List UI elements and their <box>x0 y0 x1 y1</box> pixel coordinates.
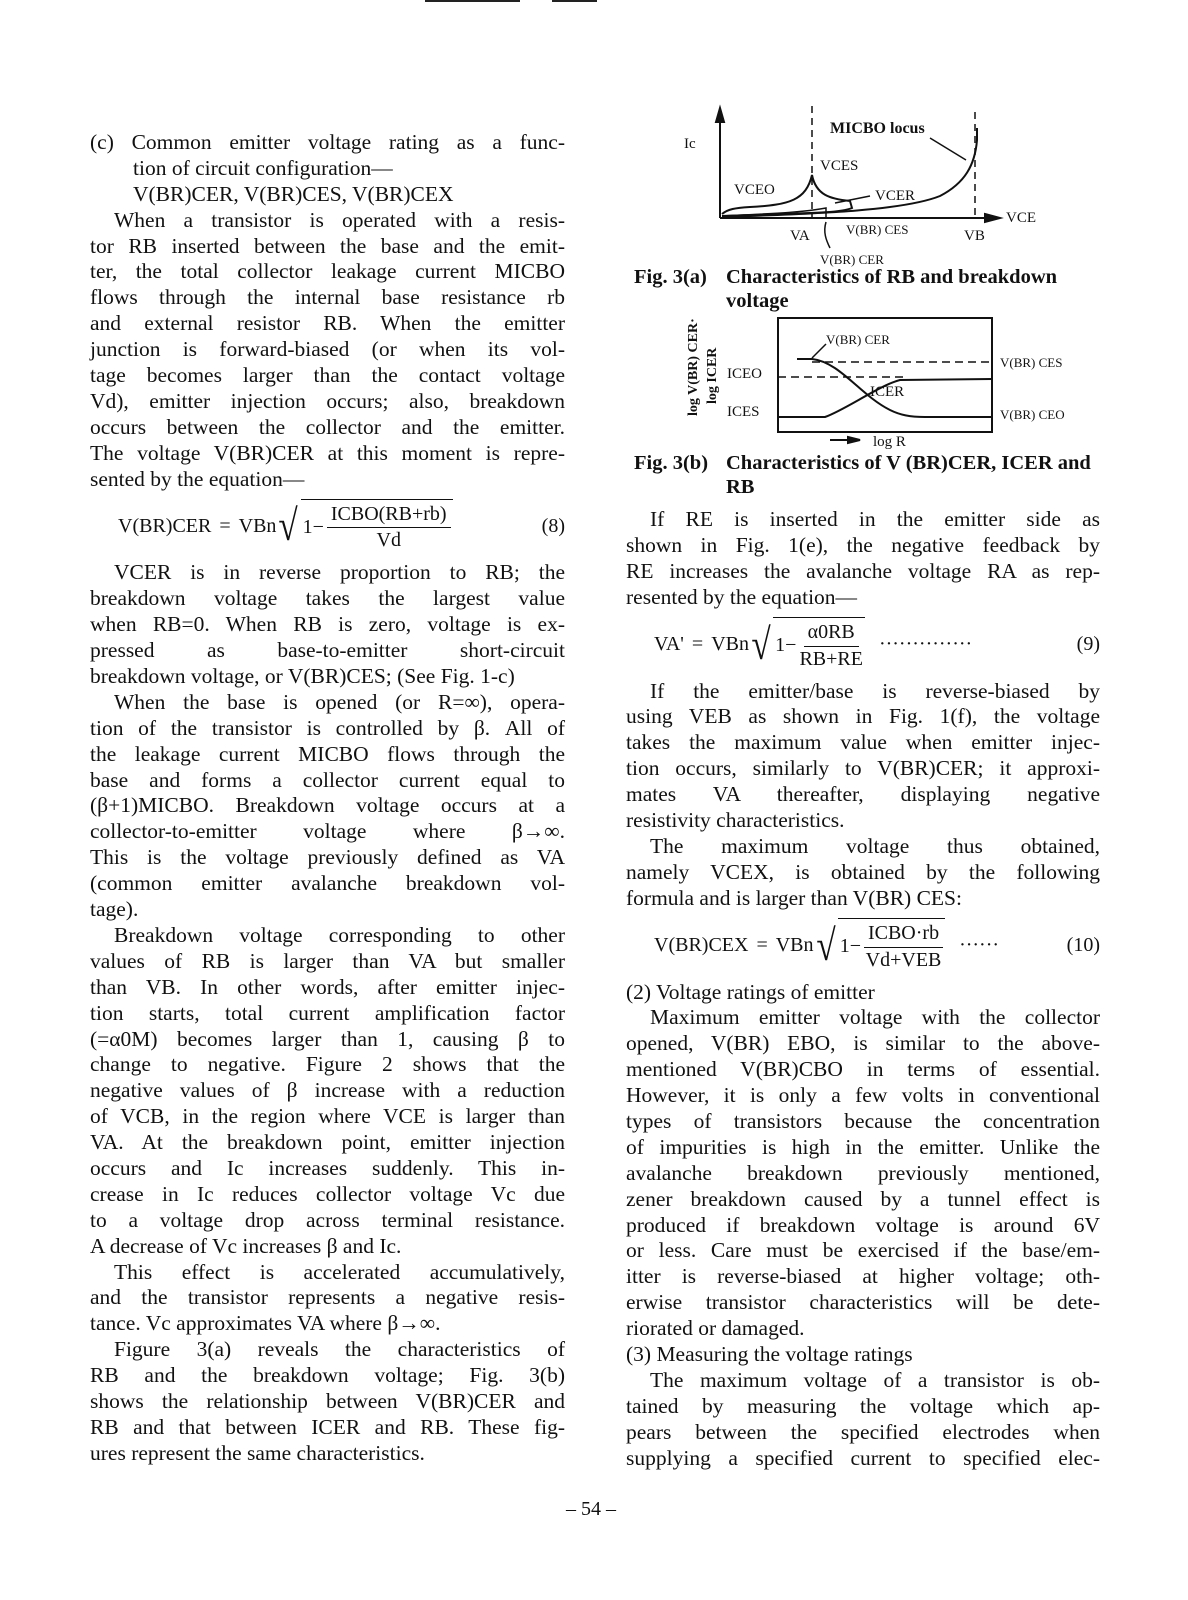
caption-label: Fig. 3(a) <box>634 266 707 288</box>
text-line: takes the maximum value when emitter injec- <box>626 730 1100 755</box>
text-line: resistivity characteristics. <box>626 808 845 833</box>
radicand <box>838 918 945 974</box>
fraction <box>327 502 451 555</box>
text-line: Vd), emitter injection occurs; also, breakdown <box>90 388 565 413</box>
label-vceo: VCEO <box>734 182 775 198</box>
label-ic: Ic <box>684 136 696 152</box>
text-line: The maximum voltage of a transistor is ob- <box>650 1367 1100 1392</box>
radical-sign: √ <box>751 619 771 669</box>
square-root <box>749 617 865 673</box>
text-line: and the transistor represents a negative resis- <box>90 1285 565 1310</box>
vbr-cer-pointer <box>812 344 826 358</box>
text-line: shows the relationship between V(BR)CER and <box>90 1388 565 1413</box>
text-line: base and forms a collector current equal to <box>90 767 565 792</box>
vbr-cer-pointer <box>825 222 830 248</box>
equation-eq8 <box>90 496 565 556</box>
text-line: tained by measuring the voltage which ap- <box>626 1393 1100 1418</box>
eq-numerator: α0RB <box>804 620 859 647</box>
text-line: RB and that between ICER and RB. These fig- <box>90 1414 565 1439</box>
label-x-axis: log R <box>873 434 906 450</box>
y-axis-arrow <box>716 108 724 122</box>
text-line: resented by the equation— <box>626 584 858 609</box>
label-vcer: VCER <box>875 188 916 204</box>
text-line: Breakdown voltage corresponding to other <box>114 922 565 947</box>
caption-line: Characteristics of V (BR)CER, ICER and <box>726 452 1091 474</box>
label-vbr-cer: V(BR) CER <box>820 252 884 267</box>
text-line: This effect is accelerated accumulatively, <box>114 1259 565 1284</box>
eq-one-minus: 1− <box>302 516 324 539</box>
square-root <box>276 499 452 555</box>
right-column <box>626 507 1100 1472</box>
text-line: zener breakdown caused by a tunnel effect is <box>626 1186 1100 1211</box>
text-line: sented by the equation— <box>90 466 305 491</box>
eq-one-minus: 1− <box>775 634 797 657</box>
text-line: When the base is opened (or R=∞), opera- <box>114 689 565 714</box>
text-line: types of transistors because the concentration <box>626 1109 1100 1134</box>
text-line: values of RB is larger than VA but smaller <box>90 948 565 973</box>
text-line: (β+1)MICBO. Breakdown voltage occurs at a <box>90 793 565 818</box>
text-line: Figure 3(a) reveals the characteristics of <box>114 1337 565 1362</box>
text-line: (common emitter avalanche breakdown vol- <box>90 871 565 896</box>
eq-lhs: V(BR)CEX <box>654 933 749 956</box>
text-line: (2) Voltage ratings of emitter <box>626 979 875 1004</box>
text-line: pears between the specified electrodes when <box>626 1419 1100 1444</box>
text-line: the leakage current MICBO flows through the <box>90 741 565 766</box>
text-line: erwise transistor characteristics will be dete- <box>626 1290 1100 1315</box>
text-line: of VCB, in the region where VCE is larger than <box>90 1104 565 1129</box>
text-line: than VB. In other words, after emitter injec- <box>90 974 565 999</box>
label-vb: VB <box>964 228 985 244</box>
text-line: However, it is only a few volts in conventional <box>626 1083 1100 1108</box>
text-line: change to negative. Figure 2 shows that the <box>90 1052 565 1077</box>
label-icer: ICER <box>870 384 905 400</box>
figure-3a <box>0 0 1188 500</box>
text-line: and external resistor RB. When the emitter <box>90 311 565 336</box>
label-ices: ICES <box>727 404 760 420</box>
text-line: tage). <box>90 897 139 922</box>
label-va: VA <box>790 228 810 244</box>
label-vbr-ces: V(BR) CES <box>846 222 909 237</box>
fig-3a-caption <box>634 265 1058 312</box>
page-number: – 54 – <box>566 1498 616 1520</box>
text-line: produced if breakdown voltage is around 6V <box>626 1212 1100 1237</box>
text-line: tion of the transistor is controlled by β. All of <box>90 715 565 740</box>
label-y-axis-1: log V(BR) CER· <box>686 318 701 416</box>
text-line: junction is forward-biased (or when its vol- <box>90 337 565 362</box>
text-line: breakdown voltage takes the largest value <box>90 586 565 611</box>
eq-lhs: VA' <box>654 632 684 655</box>
eq-numerator: ICBO(RB+rb) <box>327 502 451 529</box>
caption-label: Fig. 3(b) <box>634 452 709 474</box>
label-y-axis-2: log ICER <box>705 347 720 404</box>
text-line: collector-to-emitter voltage where β→∞. <box>90 819 565 844</box>
label-vbr-cer: V(BR) CER <box>826 332 890 347</box>
eq-base: VBn <box>775 933 814 956</box>
label-vces: VCES <box>820 158 859 174</box>
radicand <box>773 617 865 673</box>
square-root <box>814 918 946 974</box>
eq-numerator: ICBO·rb <box>864 921 943 948</box>
text-line: (3) Measuring the voltage ratings <box>626 1342 913 1367</box>
text-line: RE increases the avalanche voltage RA as rep- <box>626 558 1100 583</box>
eq-denominator: Vd <box>376 529 401 552</box>
text-line: A decrease of Vc increases β and Ic. <box>90 1233 402 1258</box>
text-line: namely VCEX, is obtained by the following <box>626 859 1100 884</box>
text-line: breakdown voltage, or V(BR)CES; (See Fig. 1-c) <box>90 664 515 689</box>
text-line: tion starts, total current amplification factor <box>90 1000 565 1025</box>
text-line: RB and the breakdown voltage; Fig. 3(b) <box>90 1363 565 1388</box>
equation-eq10 <box>626 916 1100 976</box>
eq-dots: ······ <box>959 933 1000 956</box>
radical-sign: √ <box>278 501 299 551</box>
text-line: If the emitter/base is reverse-biased by <box>650 678 1100 703</box>
label-vbr-ceo: V(BR) CEO <box>1000 407 1065 422</box>
eq-one-minus: 1− <box>839 935 861 958</box>
eq-denominator: RB+RE <box>799 647 863 670</box>
text-line: VCER is in reverse proportion to RB; the <box>114 560 565 585</box>
equation-number: (9) <box>1076 632 1100 655</box>
text-line: shown in Fig. 1(e), the negative feedback by <box>626 532 1100 557</box>
text-line: occurs between the collector and the emitter. <box>90 414 565 439</box>
fig-3b-caption <box>634 451 1091 498</box>
text-line: formula and is larger than V(BR) CES: <box>626 885 962 910</box>
text-line: (=α0M) becomes larger than 1, causing β to <box>90 1026 565 1051</box>
text-line: tor RB inserted between the base and the emit- <box>90 233 565 258</box>
fraction <box>799 620 863 673</box>
text-line: tage becomes larger than the contact voltage <box>90 363 565 388</box>
text-line: flows through the internal base resistance rb <box>90 285 565 310</box>
eq-lhs: V(BR)CER <box>118 514 212 537</box>
text-line: negative values of β increase with a reduction <box>90 1078 565 1103</box>
text-line: supplying a specified current to specified elec- <box>626 1445 1100 1470</box>
text-line: mentioned V(BR)CBO in terms of essential. <box>626 1057 1100 1082</box>
text-line: when RB=0. When RB is zero, voltage is ex- <box>90 612 565 637</box>
equation-number: (10) <box>1066 933 1100 956</box>
text-line: If RE is inserted in the emitter side as <box>650 507 1100 531</box>
text-line: avalanche breakdown previously mentioned, <box>626 1160 1100 1185</box>
micbo-pointer <box>930 138 966 160</box>
equation-eq9 <box>626 615 1100 675</box>
radicand <box>301 499 453 555</box>
text-line: opened, V(BR) EBO, is similar to the above- <box>626 1031 1100 1056</box>
text-line: The maximum voltage thus obtained, <box>650 833 1100 858</box>
eq-sign: = <box>756 933 768 956</box>
text-line: ter, the total collector leakage current MICBO <box>90 259 565 284</box>
label-micbo-locus: MICBO locus <box>830 120 925 137</box>
text-line: of impurities is high in the emitter. Unlike the <box>626 1134 1100 1159</box>
text-line: tion of circuit configuration— <box>133 155 393 180</box>
radical-sign: √ <box>815 920 836 970</box>
text-line: tion occurs, similarly to V(BR)CER; it approxi- <box>626 756 1100 781</box>
equation-number: (8) <box>541 514 565 537</box>
label-vbr-ces: V(BR) CES <box>1000 355 1063 370</box>
text-line: riorated or damaged. <box>626 1316 805 1341</box>
text-line: using VEB as shown in Fig. 1(f), the voltage <box>626 704 1100 729</box>
eq-dots: ·············· <box>878 632 973 655</box>
text-line: VA. At the breakdown point, emitter injection <box>90 1130 565 1155</box>
x-axis-arrowhead <box>848 437 860 443</box>
text-line: occurs and Ic increases suddenly. This in- <box>90 1155 565 1180</box>
text-line: or less. Care must be exercised if the base/em- <box>626 1238 1100 1263</box>
text-line: pressed as base-to-emitter short-circuit <box>90 638 565 663</box>
eq-base: VBn <box>711 632 749 655</box>
x-axis-arrow <box>985 214 1000 222</box>
eq-sign: = <box>691 632 704 655</box>
caption-line: Characteristics of RB and breakdown <box>726 266 1058 288</box>
fraction <box>864 921 943 974</box>
label-iceo: ICEO <box>727 366 762 382</box>
text-line: itter is reverse-biased at higher voltage; oth- <box>626 1264 1100 1289</box>
caption-line: RB <box>726 476 755 498</box>
text-line: This is the voltage previously defined as VA <box>90 845 565 870</box>
eq-base: VBn <box>238 514 277 537</box>
caption-line: voltage <box>726 290 789 312</box>
label-vce: VCE <box>1006 210 1036 226</box>
text-line: V(BR)CER, V(BR)CES, V(BR)CEX <box>133 181 454 206</box>
text-line: (c) Common emitter voltage rating as a func- <box>90 130 565 154</box>
text-line: Maximum emitter voltage with the collector <box>650 1005 1100 1030</box>
text-line: ures represent the same characteristics. <box>90 1440 425 1465</box>
text-line: mates VA thereafter, displaying negative <box>626 782 1100 807</box>
text-line: The voltage V(BR)CER at this moment is repre- <box>90 440 565 465</box>
text-line: crease in Ic reduces collector voltage Vc due <box>90 1181 565 1206</box>
eq-denominator: Vd+VEB <box>865 948 942 971</box>
text-line: When a transistor is operated with a resis- <box>114 207 565 232</box>
eq-sign: = <box>219 514 231 537</box>
text-line: tance. Vc approximates VA where β→∞. <box>90 1311 441 1336</box>
text-line: to a voltage drop across terminal resistance. <box>90 1207 565 1232</box>
